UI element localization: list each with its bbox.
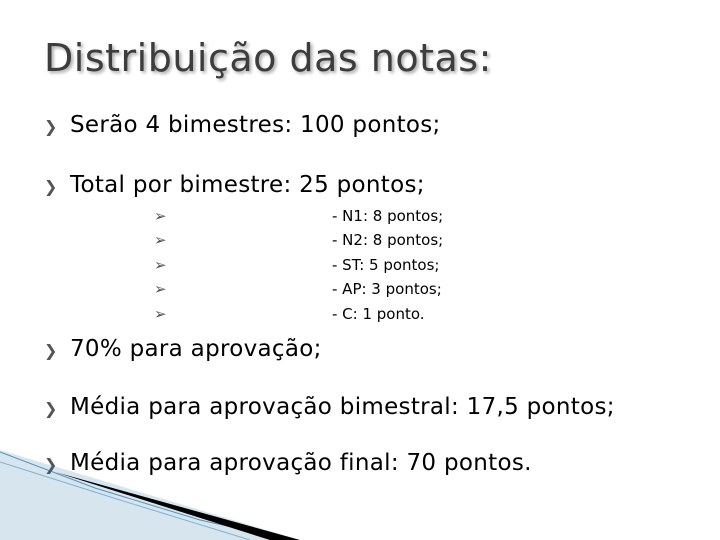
sub-item: [154, 256, 474, 274]
sub-item-text: - C: 1 ponto.: [332, 305, 425, 323]
wedge-arrow-icon: ➢: [154, 207, 167, 225]
chevron-right-icon: ❯: [44, 341, 58, 360]
bullet-item: [44, 172, 425, 198]
chevron-right-icon: ❯: [44, 117, 58, 136]
chevron-right-icon: ❯: [44, 455, 58, 474]
bullet-item: [44, 336, 322, 362]
sub-item-text: - AP: 3 pontos;: [332, 280, 442, 298]
swoosh-fill: [0, 450, 300, 540]
wedge-arrow-icon: ➢: [154, 280, 167, 298]
sub-item-text: - ST: 5 pontos;: [332, 256, 440, 274]
bullet-text: Média para aprovação final: 70 pontos.: [70, 450, 532, 476]
bullet-text: 70% para aprovação;: [70, 336, 322, 362]
decorative-swoosh: [0, 450, 300, 540]
bullet-item: [44, 112, 441, 138]
chevron-right-icon: ❯: [44, 177, 58, 196]
sub-item: [154, 231, 474, 249]
sub-item-text: - N1: 8 pontos;: [332, 207, 444, 225]
bullet-text: Média para aprovação bimestral: 17,5 pontos;: [70, 394, 615, 420]
sub-item: [154, 305, 474, 323]
bullet-item: [44, 394, 615, 420]
chevron-right-icon: ❯: [44, 399, 58, 418]
bullet-text: Total por bimestre: 25 pontos;: [70, 172, 425, 198]
slide-title: Distribuição das notas:: [44, 36, 492, 80]
sub-item: [154, 207, 474, 225]
wedge-arrow-icon: ➢: [154, 256, 167, 274]
wedge-arrow-icon: ➢: [154, 231, 167, 249]
wedge-arrow-icon: ➢: [154, 305, 167, 323]
sub-item: [154, 280, 474, 298]
bullet-text: Serão 4 bimestres: 100 pontos;: [70, 112, 441, 138]
sub-item-text: - N2: 8 pontos;: [332, 231, 444, 249]
